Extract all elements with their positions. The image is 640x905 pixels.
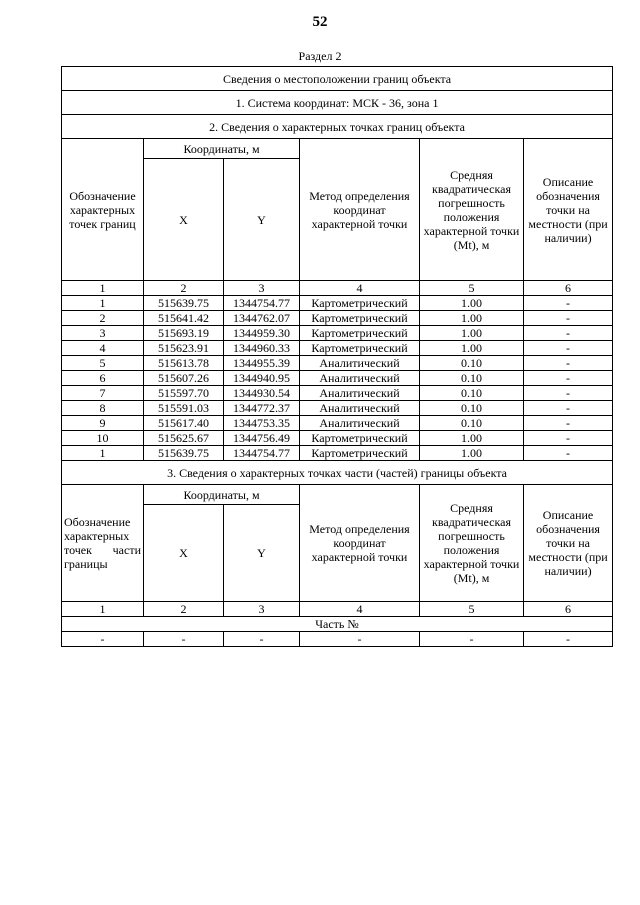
section-title: Раздел 2 <box>298 49 342 63</box>
description-cell: - <box>524 632 613 647</box>
y-cell: 1344754.77 <box>224 446 300 461</box>
point-id-cell: 1 <box>62 296 144 311</box>
error-cell: 1.00 <box>420 296 524 311</box>
part3-title: 3. Сведения о характерных точках части (частей) границы объекта <box>62 461 613 485</box>
point-id-cell: 1 <box>62 446 144 461</box>
header-part-point-line: точек части <box>64 543 141 557</box>
description-cell: - <box>524 401 613 416</box>
x-cell: 515639.75 <box>144 296 224 311</box>
error-cell: - <box>420 632 524 647</box>
point-id-cell: 6 <box>62 371 144 386</box>
table-title: Сведения о местоположении границ объекта <box>62 67 613 91</box>
part2-title: 2. Сведения о характерных точках границ объекта <box>62 115 613 139</box>
method-cell: Картометрический <box>300 446 420 461</box>
description-cell: - <box>524 371 613 386</box>
header-x: X <box>144 159 224 281</box>
column-number: 3 <box>224 602 300 617</box>
x-cell: 515617.40 <box>144 416 224 431</box>
x-cell: 515693.19 <box>144 326 224 341</box>
error-cell: 1.00 <box>420 446 524 461</box>
header-part-point-line: Обозначение <box>64 515 131 529</box>
error-cell: 0.10 <box>420 401 524 416</box>
table-row <box>62 296 613 311</box>
header-part-point-line: границы <box>64 557 108 571</box>
header-description: Описание обозначения точки на местности (при наличии) <box>524 139 613 281</box>
header-method: Метод определения координат характерной точки <box>300 139 420 281</box>
header-error: Средняя квадратическая погрешность положения характерной точки (Mt), м <box>420 139 524 281</box>
description-cell: - <box>524 446 613 461</box>
point-id-cell: 5 <box>62 356 144 371</box>
header-part-point <box>62 485 144 602</box>
method-cell: Аналитический <box>300 386 420 401</box>
error-cell: 0.10 <box>420 371 524 386</box>
method-cell: Аналитический <box>300 356 420 371</box>
header-y: Y <box>224 159 300 281</box>
table-row <box>62 632 613 647</box>
table-row <box>62 341 613 356</box>
description-cell: - <box>524 386 613 401</box>
header-method: Метод определения координат характерной точки <box>300 485 420 602</box>
error-cell: 0.10 <box>420 356 524 371</box>
description-cell: - <box>524 356 613 371</box>
point-id-cell: 8 <box>62 401 144 416</box>
point-id-cell: 7 <box>62 386 144 401</box>
table-row <box>62 446 613 461</box>
table-row <box>62 431 613 446</box>
column-number: 2 <box>144 281 224 296</box>
x-cell: 515639.75 <box>144 446 224 461</box>
column-number: 3 <box>224 281 300 296</box>
header-x: X <box>144 505 224 602</box>
y-cell: 1344959.30 <box>224 326 300 341</box>
column-number: 2 <box>144 602 224 617</box>
point-id-cell: 4 <box>62 341 144 356</box>
method-cell: Картометрический <box>300 341 420 356</box>
point-id-cell: 2 <box>62 311 144 326</box>
point-id-cell: - <box>62 632 144 647</box>
x-cell: 515623.91 <box>144 341 224 356</box>
boundary-table <box>61 66 613 647</box>
column-number: 4 <box>300 281 420 296</box>
table-row <box>62 416 613 431</box>
column-number: 4 <box>300 602 420 617</box>
column-number: 6 <box>524 281 613 296</box>
column-number: 5 <box>420 602 524 617</box>
x-cell: 515597.70 <box>144 386 224 401</box>
point-id-cell: 10 <box>62 431 144 446</box>
method-cell: Аналитический <box>300 401 420 416</box>
part-number-label: Часть № <box>62 617 613 632</box>
description-cell: - <box>524 296 613 311</box>
y-cell: 1344754.77 <box>224 296 300 311</box>
page-number: 52 <box>312 14 328 30</box>
header-part-point-line: характерных <box>64 529 130 543</box>
y-cell: 1344930.54 <box>224 386 300 401</box>
part3-rows <box>62 632 613 647</box>
point-id-cell: 9 <box>62 416 144 431</box>
table-row <box>62 356 613 371</box>
y-cell: 1344762.07 <box>224 311 300 326</box>
y-cell: - <box>224 632 300 647</box>
error-cell: 1.00 <box>420 341 524 356</box>
y-cell: 1344940.95 <box>224 371 300 386</box>
error-cell: 0.10 <box>420 386 524 401</box>
header-error: Средняя квадратическая погрешность положения характерной точки (Mt), м <box>420 485 524 602</box>
header-description: Описание обозначения точки на местности (при наличии) <box>524 485 613 602</box>
error-cell: 1.00 <box>420 311 524 326</box>
description-cell: - <box>524 326 613 341</box>
x-cell: - <box>144 632 224 647</box>
column-numbers-row <box>62 602 613 617</box>
error-cell: 1.00 <box>420 431 524 446</box>
column-number: 6 <box>524 602 613 617</box>
x-cell: 515591.03 <box>144 401 224 416</box>
y-cell: 1344772.37 <box>224 401 300 416</box>
description-cell: - <box>524 431 613 446</box>
table-row <box>62 401 613 416</box>
method-cell: - <box>300 632 420 647</box>
method-cell: Аналитический <box>300 371 420 386</box>
x-cell: 515613.78 <box>144 356 224 371</box>
column-number: 1 <box>62 602 144 617</box>
point-id-cell: 3 <box>62 326 144 341</box>
method-cell: Картометрический <box>300 326 420 341</box>
method-cell: Картометрический <box>300 296 420 311</box>
header-coords: Координаты, м <box>144 139 300 159</box>
column-number: 1 <box>62 281 144 296</box>
x-cell: 515607.26 <box>144 371 224 386</box>
method-cell: Картометрический <box>300 311 420 326</box>
header-coords: Координаты, м <box>144 485 300 505</box>
header-y: Y <box>224 505 300 602</box>
y-cell: 1344955.39 <box>224 356 300 371</box>
coordinate-system: 1. Система координат: МСК - 36, зона 1 <box>62 91 613 115</box>
y-cell: 1344960.33 <box>224 341 300 356</box>
error-cell: 1.00 <box>420 326 524 341</box>
table-row <box>62 386 613 401</box>
part2-rows <box>62 296 613 461</box>
table-row <box>62 371 613 386</box>
error-cell: 0.10 <box>420 416 524 431</box>
x-cell: 515641.42 <box>144 311 224 326</box>
description-cell: - <box>524 416 613 431</box>
header-point: Обозначение характерных точек границ <box>62 139 144 281</box>
column-numbers-row <box>62 281 613 296</box>
y-cell: 1344753.35 <box>224 416 300 431</box>
description-cell: - <box>524 311 613 326</box>
description-cell: - <box>524 341 613 356</box>
table-row <box>62 311 613 326</box>
method-cell: Аналитический <box>300 416 420 431</box>
y-cell: 1344756.49 <box>224 431 300 446</box>
x-cell: 515625.67 <box>144 431 224 446</box>
column-number: 5 <box>420 281 524 296</box>
method-cell: Картометрический <box>300 431 420 446</box>
table-row <box>62 326 613 341</box>
